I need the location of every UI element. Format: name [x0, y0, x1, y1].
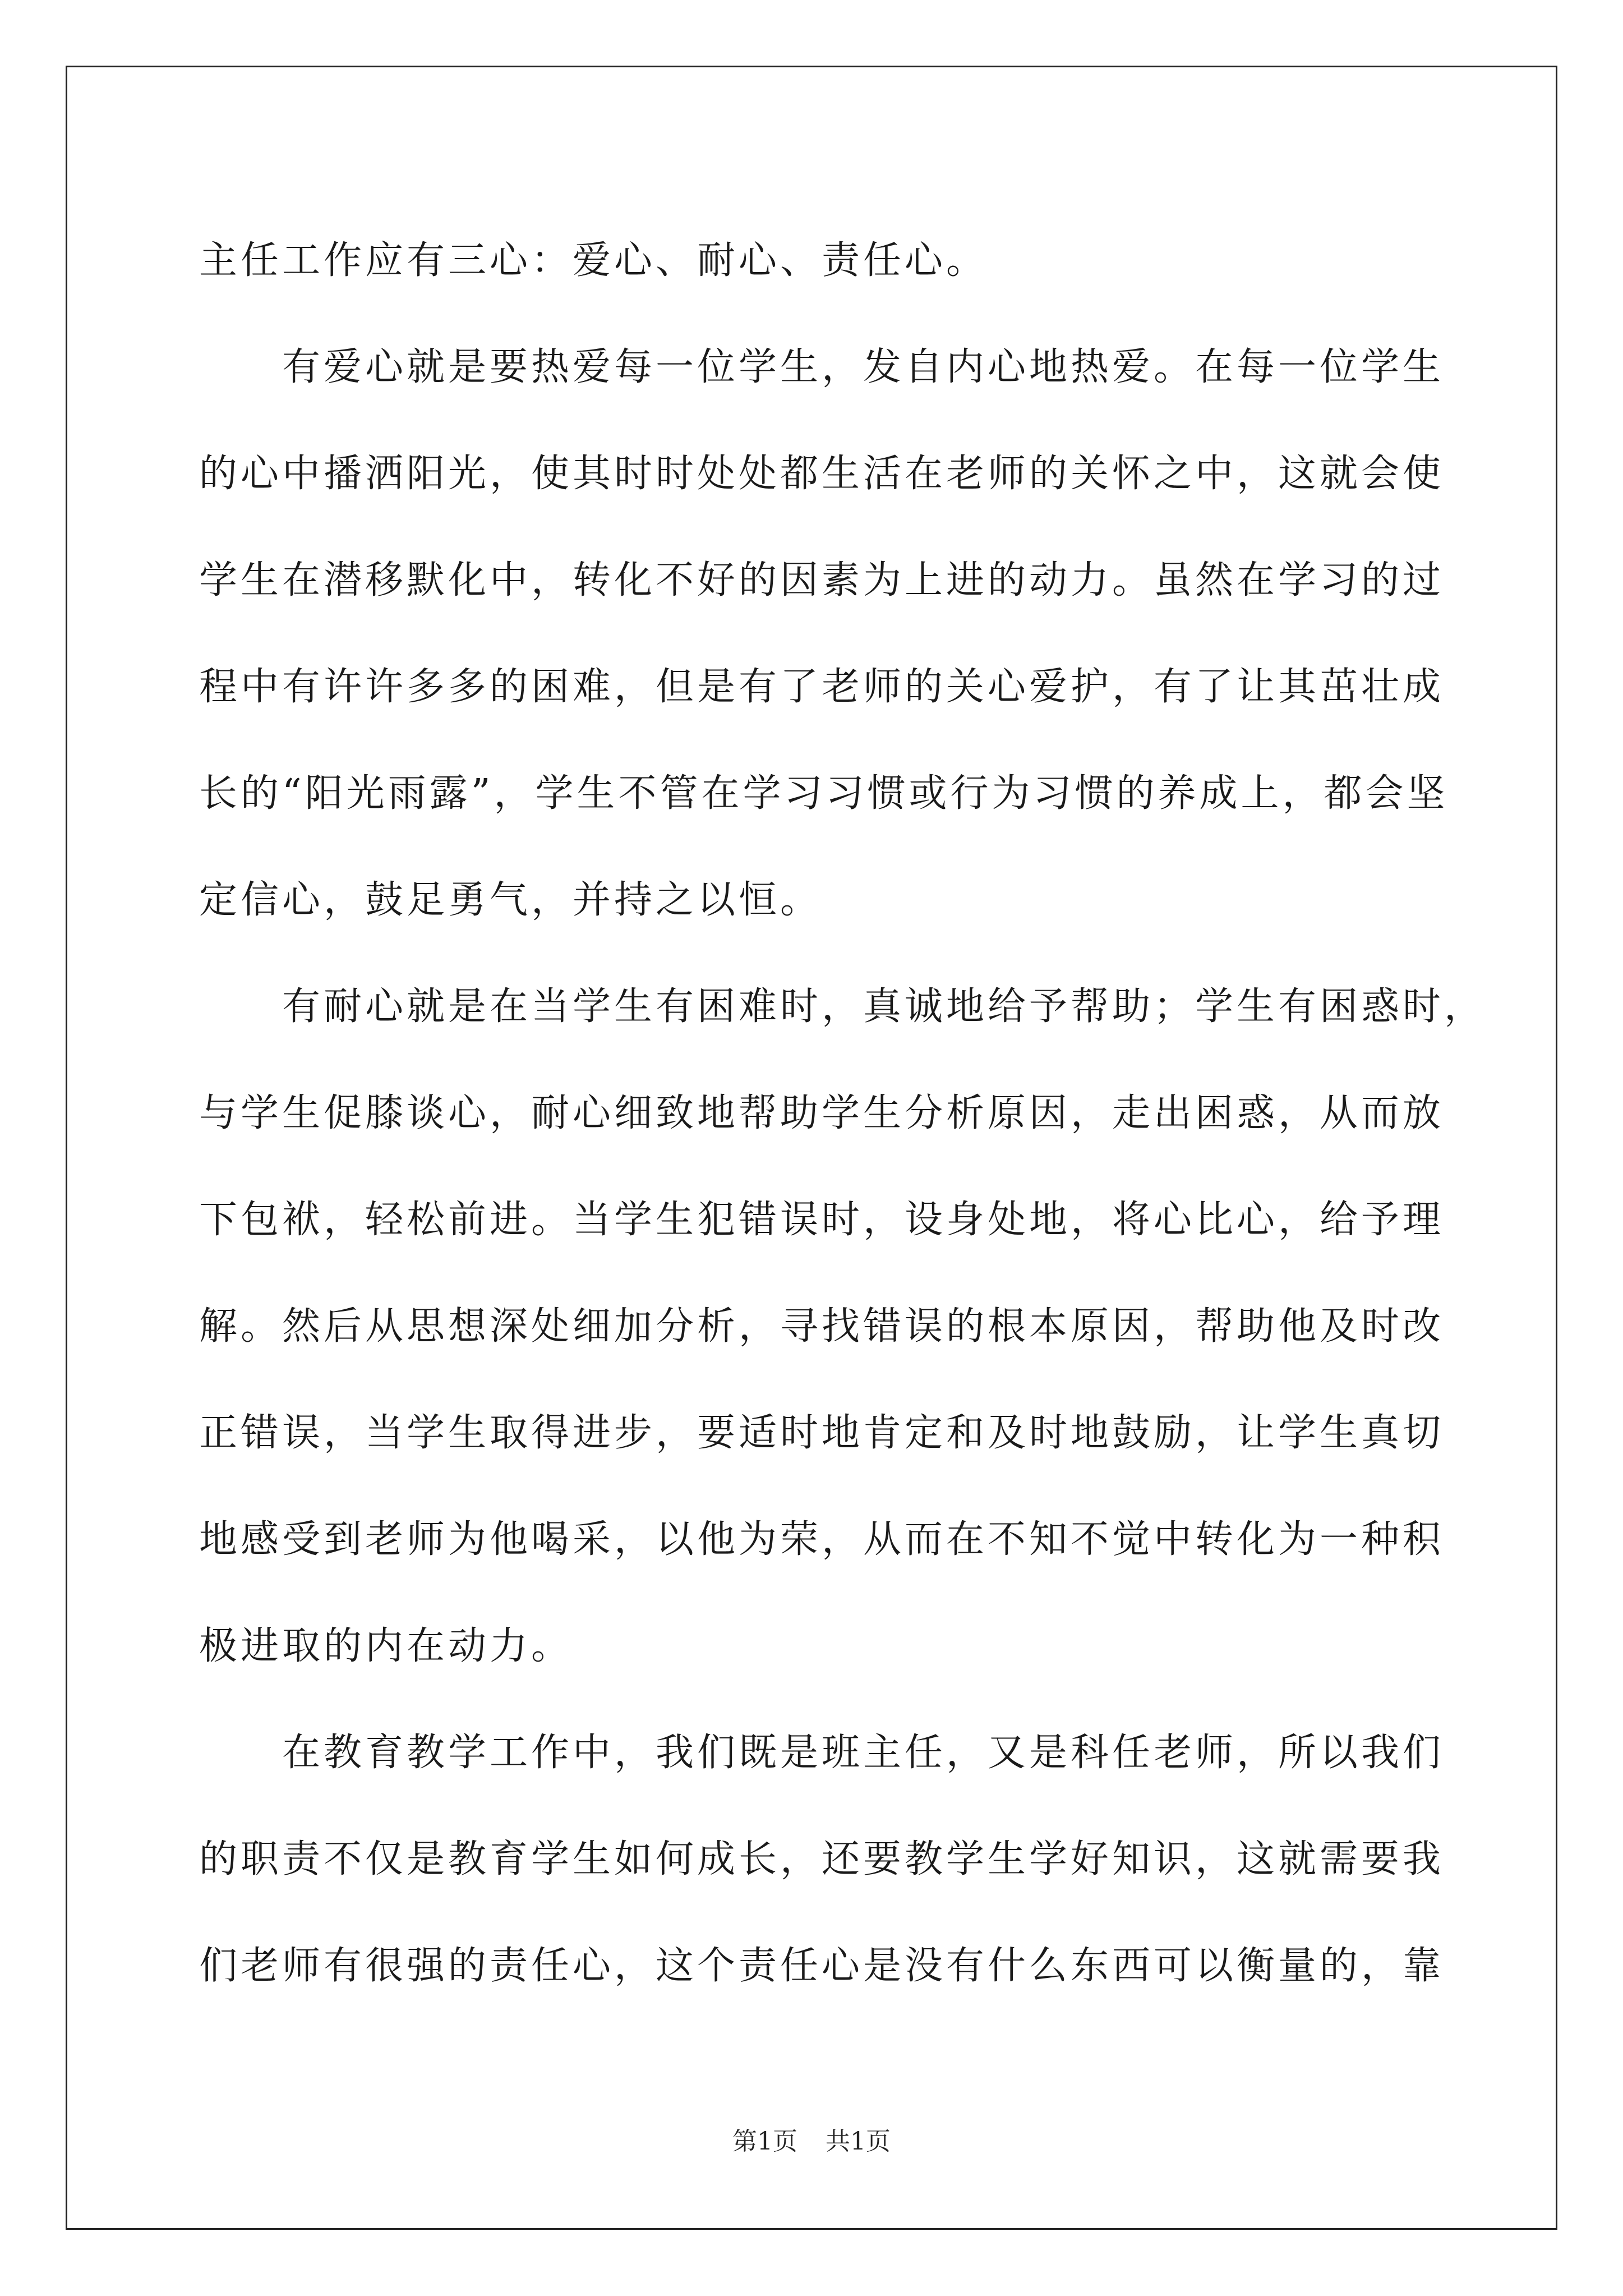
text-line: 地感受到老师为他喝采，以他为荣，从而在不知不觉中转化为一种积 [199, 1517, 1445, 1562]
text-line: 程中有许许多多的困难，但是有了老师的关心爱护，有了让其茁壮成 [199, 665, 1445, 709]
text-line: 主任工作应有三心：爱心、耐心、责任心。 [199, 238, 988, 283]
text-line: 下包袱，轻松前进。当学生犯错误时，设身处地，将心比心，给予理 [199, 1198, 1445, 1242]
text-line: 极进取的内在动力。 [199, 1624, 573, 1668]
text-line: 定信心，鼓足勇气，并持之以恒。 [199, 878, 822, 922]
document-body [199, 208, 1486, 2019]
text-line: 的职责不仅是教育学生如何成长，还要教学生学好知识，这就需要我 [199, 1837, 1445, 1881]
page-number: 第1页 [732, 2127, 797, 2156]
text-line: 与学生促膝谈心，耐心细致地帮助学生分析原因，走出困惑，从而放 [199, 1091, 1445, 1135]
text-line: 的心中播洒阳光，使其时时处处都生活在老师的关怀之中，这就会使 [199, 452, 1445, 496]
text-line: 长的“阳光雨露”，学生不管在学习习惯或行为习惯的养成上，都会坚 [199, 771, 1449, 816]
text-line: 有爱心就是要热爱每一位学生，发自内心地热爱。在每一位学生 [282, 345, 1445, 389]
page-total: 共1页 [826, 2127, 891, 2156]
text-line: 们老师有很强的责任心，这个责任心是没有什么东西可以衡量的，靠 [199, 1944, 1445, 1988]
text-line: 在教育教学工作中，我们既是班主任，又是科任老师，所以我们 [282, 1731, 1445, 1775]
text-line: 学生在潜移默化中，转化不好的因素为上进的动力。虽然在学习的过 [199, 558, 1445, 602]
text-line: 正错误，当学生取得进步，要适时地肯定和及时地鼓励，让学生真切 [199, 1411, 1445, 1455]
text-line: 解。然后从思想深处细加分析，寻找错误的根本原因，帮助他及时改 [199, 1304, 1445, 1349]
text-line: 有耐心就是在当学生有困难时，真诚地给予帮助；学生有困惑时， [282, 984, 1486, 1029]
page-footer [0, 2125, 1623, 2159]
